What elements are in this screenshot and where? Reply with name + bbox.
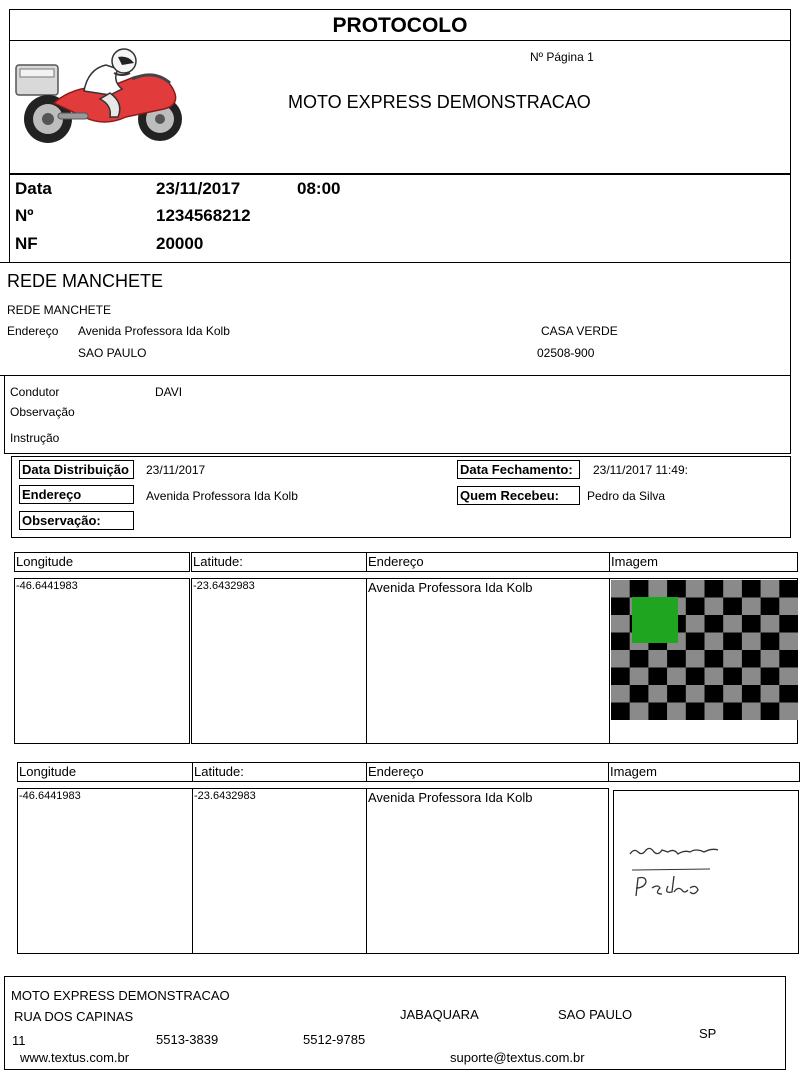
longitude-header: Longitude bbox=[14, 552, 190, 572]
document-title: PROTOCOLO bbox=[332, 14, 468, 37]
client-name-title: REDE MANCHETE bbox=[7, 271, 164, 291]
data-distribuicao-value: 23/11/2017 bbox=[146, 463, 206, 477]
data-label: Data bbox=[15, 179, 52, 198]
footer-street: RUA DOS CAPINAS bbox=[14, 1009, 134, 1024]
condutor-value: DAVI bbox=[155, 385, 183, 399]
imagem-cell bbox=[609, 578, 798, 744]
endereco-value: Avenida Professora Ida Kolb bbox=[146, 489, 298, 503]
title-bar bbox=[9, 9, 791, 41]
page-number: Nº Página 1 bbox=[530, 50, 594, 64]
green-square-icon bbox=[632, 597, 678, 643]
footer-city: SAO PAULO bbox=[558, 1007, 633, 1022]
longitude-cell: -46.6441983 bbox=[14, 578, 190, 744]
footer-number: 11 bbox=[12, 1033, 26, 1048]
quem-recebeu-label: Quem Recebeu: bbox=[457, 486, 580, 505]
data-fechamento-label: Data Fechamento: bbox=[457, 460, 580, 479]
info-section bbox=[9, 173, 791, 263]
nf-value: 20000 bbox=[156, 234, 204, 253]
endereco-cell: Avenida Professora Ida Kolb bbox=[366, 578, 610, 744]
endereco-header: Endereço bbox=[366, 552, 610, 572]
data-distribuicao-label: Data Distribuição bbox=[19, 460, 134, 479]
latitude-cell: -23.6432983 bbox=[191, 578, 367, 744]
header-section bbox=[9, 40, 791, 175]
observacao-label: Observação bbox=[10, 405, 75, 419]
signature-image-icon bbox=[624, 836, 734, 906]
client-name: REDE MANCHETE bbox=[7, 303, 112, 317]
numero-value: 1234568212 bbox=[156, 206, 251, 225]
motorcycle-logo-icon bbox=[14, 47, 186, 145]
client-section bbox=[0, 262, 791, 376]
endereco-header: Endereço bbox=[366, 762, 609, 782]
instrucao-label: Instrução bbox=[10, 431, 60, 445]
quem-recebeu-value: Pedro da Silva bbox=[587, 489, 666, 503]
nf-label: NF bbox=[15, 234, 38, 253]
time-value: 08:00 bbox=[297, 179, 341, 198]
imagem-header: Imagem bbox=[608, 762, 800, 782]
client-zip: 02508-900 bbox=[537, 346, 595, 360]
delivery-section bbox=[11, 456, 791, 538]
footer-state: SP bbox=[699, 1026, 717, 1041]
latitude-header: Latitude: bbox=[191, 552, 367, 572]
latitude-cell: -23.6432983 bbox=[192, 788, 367, 954]
client-address-label: Endereço bbox=[7, 324, 59, 338]
footer-phone1: 5513-3839 bbox=[156, 1032, 219, 1047]
footer-phone2: 5512-9785 bbox=[303, 1032, 366, 1047]
observacao-delivery-label: Observação: bbox=[19, 511, 134, 530]
numero-label: Nº bbox=[15, 206, 34, 225]
latitude-header: Latitude: bbox=[192, 762, 367, 782]
imagem-cell bbox=[613, 790, 799, 954]
longitude-header: Longitude bbox=[17, 762, 193, 782]
endereco-label: Endereço bbox=[19, 485, 134, 504]
condutor-label: Condutor bbox=[10, 385, 60, 399]
footer-website: www.textus.com.br bbox=[20, 1050, 130, 1065]
footer-company: MOTO EXPRESS DEMONSTRACAO bbox=[11, 988, 230, 1003]
footer-section bbox=[4, 976, 786, 1070]
date-value: 23/11/2017 bbox=[156, 179, 241, 198]
checkerboard-image-icon bbox=[611, 580, 798, 720]
company-name: MOTO EXPRESS DEMONSTRACAO bbox=[288, 92, 591, 112]
client-address: Avenida Professora Ida Kolb bbox=[78, 324, 230, 338]
footer-neighborhood: JABAQUARA bbox=[400, 1007, 479, 1022]
endereco-cell: Avenida Professora Ida Kolb bbox=[366, 788, 609, 954]
data-fechamento-value: 23/11/2017 11:49: bbox=[593, 463, 688, 477]
footer-email: suporte@textus.com.br bbox=[450, 1050, 585, 1065]
longitude-cell: -46.6441983 bbox=[17, 788, 193, 954]
driver-section bbox=[4, 375, 791, 454]
imagem-header: Imagem bbox=[609, 552, 798, 572]
client-city: SAO PAULO bbox=[78, 346, 147, 360]
client-neighborhood: CASA VERDE bbox=[541, 324, 618, 338]
